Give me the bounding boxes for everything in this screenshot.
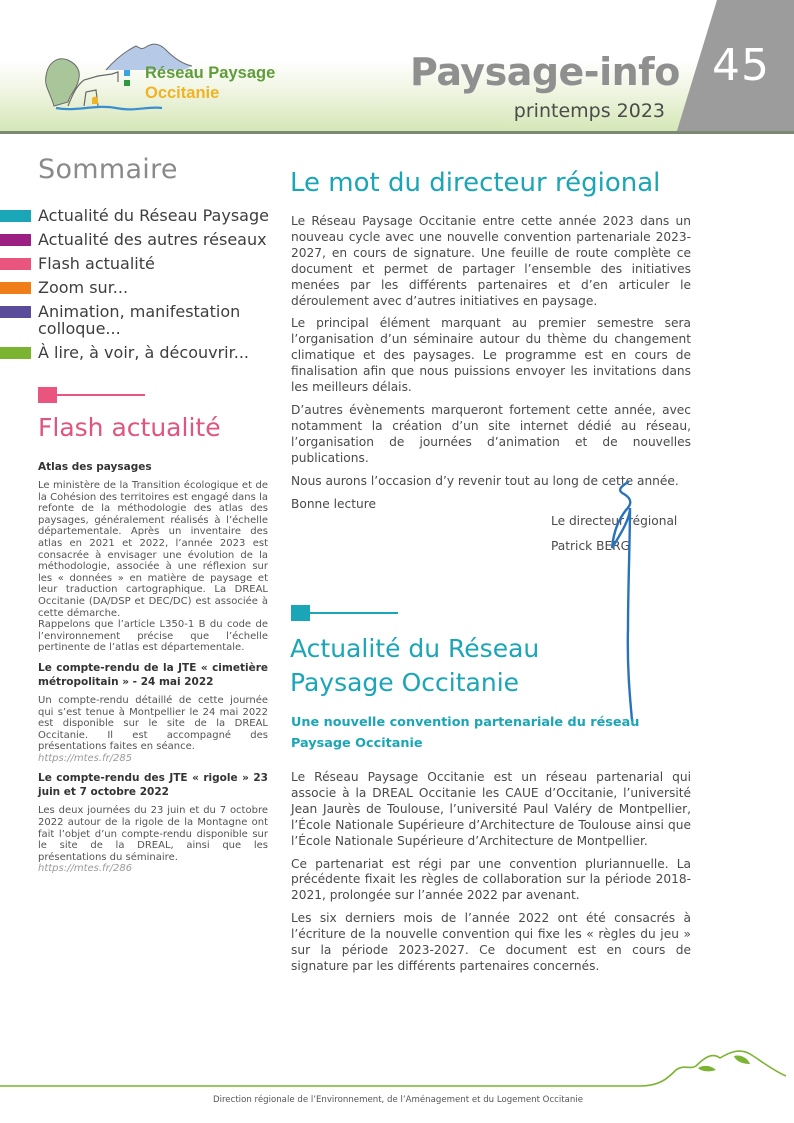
article-heading: Atlas des paysages — [38, 461, 152, 473]
actualite-title: Actualité du Réseau Paysage Occitanie — [290, 634, 540, 697]
actualite-paragraph: Ce partenariat est régi par une convention pluriannuelle. La précédente fixait les règles de collaboration sur la période 2018-2021, prolongée sur l’année 2022 par avenant. — [291, 856, 691, 903]
page-header — [0, 0, 794, 134]
color-swatch — [0, 306, 31, 318]
director-paragraph: Le Réseau Paysage Occitanie entre cette année 2023 dans un nouveau cycle avec une nouvelle convention partenariale 2023-2027, en cours de signature. Une feuille de route complète ce document et permet de partager l’ensemble des initiatives menées par les différents partenaires et d’en articuler le déroulement avec d’autres initiatives en paysage. — [291, 214, 691, 308]
publication-title: Paysage-info — [410, 50, 680, 94]
color-swatch — [0, 258, 31, 270]
color-swatch — [0, 282, 31, 294]
logo-door — [92, 97, 98, 104]
footer-text: Direction régionale de l’Environnement, de l’Aménagement et du Logement Occitanie — [212, 1095, 584, 1105]
logo-blue-square — [124, 70, 130, 76]
marker-square — [291, 605, 310, 621]
footer-mountain-line — [0, 1040, 794, 1090]
logo-tree — [46, 59, 80, 106]
logo-green-square — [124, 80, 130, 86]
toc-item-reseau-paysage[interactable] — [0, 207, 280, 224]
marker-square — [38, 387, 57, 403]
footer-leaf — [698, 1066, 716, 1071]
color-swatch — [0, 347, 31, 359]
sommaire-title: Sommaire — [38, 154, 178, 185]
article-paragraph: Les deux journées du 23 juin et du 7 octobre 2022 autour de la rigole de la Montagne ont fait l’objet d’un compte-rendu disponible sur le site de la DREAL, ainsi que les présentations du séminaire. — [38, 805, 268, 863]
toc-label: Flash actualité — [38, 254, 155, 273]
color-swatch — [0, 234, 31, 246]
director-paragraph: Le principal élément marquant au premier semestre sera l’organisation d’un séminaire autour du thème du changement climatique et des paysages. Le programme est en cours de finalisation afin que nous puissions envoyer les invitations dans les meilleurs délais. — [291, 316, 691, 395]
article-paragraph: Un compte-rendu détaillé de cette journée qui s’est tenue à Montpellier le 24 mai 2022 est disponible sur le site de la DREAL Occitanie. Il est accompagné des présentations faites en séance. — [38, 694, 268, 753]
actualite-paragraph: Les six derniers mois de l’année 2022 ont été consacrés à l’écriture de la nouvelle convention qui fixe les « règles du jeu » sur la période 2023-2027. Ce document est en cours de signature par les différents partenaires concernés. — [291, 911, 691, 973]
toc-item-zoom[interactable] — [0, 279, 280, 296]
article-link[interactable]: https://mtes.fr/285 — [38, 752, 133, 764]
color-swatch — [0, 210, 31, 222]
flash-article — [38, 771, 268, 875]
director-paragraph: D’autres évènements marqueront fortement cette année, avec notamment la création d’un site internet dédié au réseau, l’organisation de journées d’animation et de nouvelles publications. — [291, 402, 691, 465]
article-paragraph: Le ministère de la Transition écologique et de la Cohésion des territoires est engagé dans la refonte de la méthodologie des atlas des paysages, généralement réalisés à l’échelle départementale. Après un inventaire des atlas en 2021 et 2022, l’année 2023 est consacrée à envisager une évolution de la méthodologie, associée à une réflexion sur les « données » en matière de paysage et leur traduction cartographique. La DREAL Occitanie (DA/DSP et DEC/DC) est associée à cette démarche. — [38, 480, 268, 619]
flash-articles — [38, 460, 268, 882]
director-text — [291, 214, 691, 519]
issue-number: 45 — [712, 40, 770, 91]
toc-label: Actualité des autres réseaux — [38, 230, 267, 249]
actualite-paragraph: Le Réseau Paysage Occitanie est un réseau partenarial qui associe à la DREAL Occitanie les CAUE d’Occitanie, l’université Jean Jaurès de Toulouse, l’université Paul Valéry de Montpellier, l’École Nationale Supérieure d’Architecture de Toulouse ainsi que l’École Nationale Supérieure d’Architecture de Montpellier. — [291, 770, 691, 848]
signature-name: Patrick BERG — [551, 539, 631, 553]
toc-label: Animation, manifestation colloque... — [38, 302, 241, 338]
actualite-subtitle: Une nouvelle convention partenariale du réseau Paysage Occitanie — [291, 715, 640, 751]
marker-line — [57, 394, 145, 396]
toc-label: À lire, à voir, à découvrir... — [38, 343, 249, 362]
marker-line — [310, 612, 398, 614]
footer-leaf — [734, 1055, 750, 1064]
table-of-contents — [0, 207, 280, 368]
logo-river — [56, 107, 162, 110]
director-paragraph: Nous aurons l’occasion d’y revenir tout au long de cette année. — [291, 473, 679, 488]
flash-title: Flash actualité — [38, 413, 221, 442]
toc-item-a-lire[interactable] — [0, 344, 280, 361]
header-rule — [0, 131, 794, 134]
flash-section-marker — [38, 387, 148, 403]
publication-season: printemps 2023 — [513, 100, 665, 122]
signature-role: Le directeur régional — [551, 514, 678, 528]
article-paragraph: Rappelons que l’article L350-1 B du code de l’environnement précise que l’échelle pertinente de l’atlas est départementale. — [38, 619, 268, 654]
logo-text-line2: Occitanie — [145, 84, 220, 102]
actualite-text — [291, 770, 691, 982]
director-paragraph: Bonne lecture — [291, 496, 376, 511]
article-heading: Le compte-rendu des JTE « rigole » 23 juin et 7 octobre 2022 — [38, 772, 268, 799]
article-link[interactable]: https://mtes.fr/286 — [38, 863, 133, 875]
toc-label: Zoom sur... — [38, 278, 129, 297]
toc-item-flash[interactable] — [0, 255, 280, 272]
toc-item-autres-reseaux[interactable] — [0, 231, 280, 248]
flash-article — [38, 460, 268, 654]
actualite-section-marker — [291, 605, 401, 621]
flash-article — [38, 661, 268, 765]
toc-label: Actualité du Réseau Paysage — [38, 206, 269, 225]
article-heading: Le compte-rendu de la JTE « cimetière métropolitain » - 24 mai 2022 — [38, 661, 268, 688]
director-title: Le mot du directeur régional — [290, 168, 661, 198]
toc-item-animation[interactable] — [0, 303, 245, 337]
logo-text-line1: Réseau Paysage — [145, 64, 276, 82]
